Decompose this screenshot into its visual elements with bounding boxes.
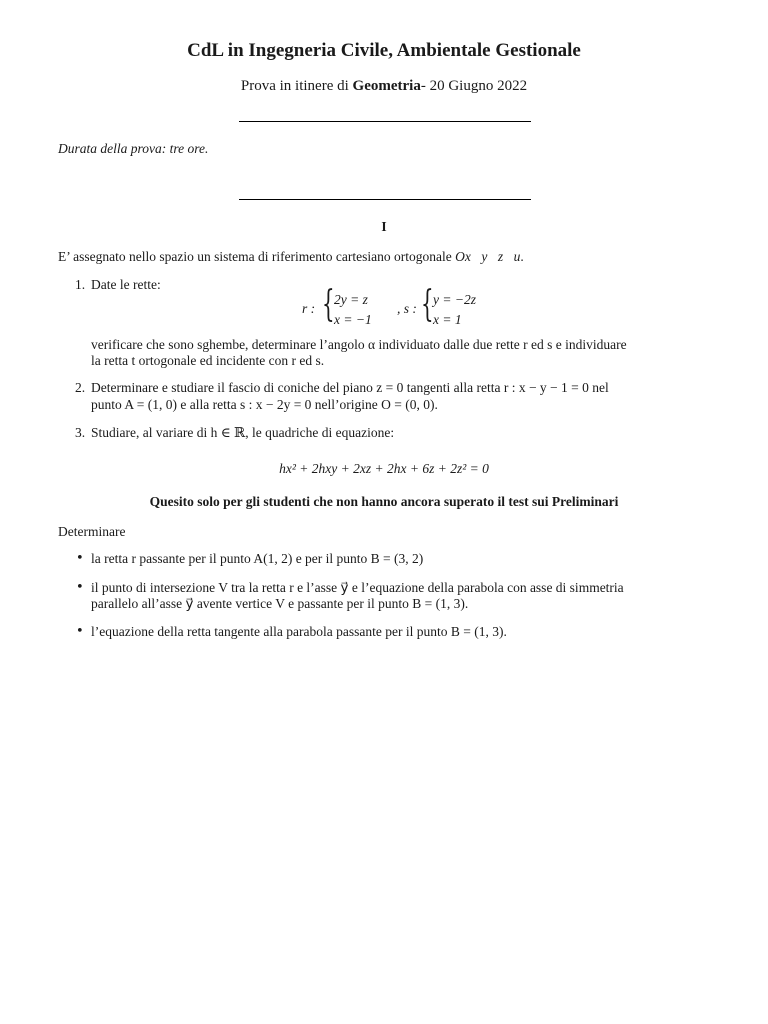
preliminari-bullet-1: la retta r passante per il punto A(1, 2) e per il punto B = (3, 2) <box>91 551 424 566</box>
intro-math: Ox⃗y⃗z⃗u <box>455 249 521 264</box>
exercise-2-number: 2. <box>75 380 86 395</box>
system-s-eq1: y = −2z <box>433 292 476 307</box>
system-r-name: r : <box>302 301 316 316</box>
system-s-brace: { <box>421 284 434 325</box>
system-s-eq2: x = 1 <box>433 312 462 327</box>
bullet-marker-3: • <box>76 624 84 639</box>
system-s-name: , s : <box>397 301 417 316</box>
bullet-marker-1: • <box>76 551 84 566</box>
subtitle-date: - 20 Giugno 2022 <box>420 78 528 94</box>
exercise-1-label: Date le rette: <box>91 277 161 292</box>
preliminari-bullet-3: l’equazione della retta tangente alla parabola passante per il punto B = (1, 3). <box>91 624 507 639</box>
exercise-1-number: 1. <box>75 277 86 292</box>
section-numeral: I <box>381 219 387 234</box>
preliminari-intro: Determinare <box>58 524 126 539</box>
header-divider-bottom <box>239 199 531 200</box>
subtitle-prefix: Prova in itinere di <box>240 78 353 94</box>
exercise-3-text: Studiare, al variare di h ∈ ℝ, le quadriche di equazione: <box>91 425 395 440</box>
exercise-1-text-line1: verificare che sono sghembe, determinare l’angolo α individuato dalle due rette r ed s e individuare <box>91 337 627 352</box>
preliminari-bullet-2-line2: parallelo all’asse y⃗ avente vertice V e passante per il punto B = (1, 3). <box>91 596 469 611</box>
system-r-eq1: 2y = z <box>334 292 368 307</box>
exercise-3-number: 3. <box>75 425 86 440</box>
preliminari-heading: Quesito solo per gli studenti che non hanno ancora superato il test sui Preliminari <box>149 494 619 509</box>
exercise-1-text-line2: la retta t ortogonale ed incidente con r ed s. <box>91 353 325 368</box>
section-intro <box>58 249 524 265</box>
system-r-brace: { <box>322 284 335 325</box>
course-title: CdL in Ingegneria Civile, Ambientale Gestionale <box>187 40 581 61</box>
header-divider-top <box>239 121 531 122</box>
preliminari-bullet-2-line1: il punto di intersezione V tra la retta r e l’asse y⃗ e l’equazione della parabola con asse di simmetria <box>91 580 624 595</box>
intro-text: E’ assegnato nello spazio un sistema di riferimento cartesiano ortogonale <box>58 249 456 264</box>
bullet-marker-2: • <box>76 580 84 595</box>
subtitle-subject: Geometria <box>352 78 421 94</box>
intro-end: . <box>520 249 524 264</box>
quadric-equation: hx² + 2hxy + 2xz + 2hx + 6z + 2z² = 0 <box>279 461 489 476</box>
exercise-2-text-line1: Determinare e studiare il fascio di coniche del piano z = 0 tangenti alla retta r : x − y − 1 = 0 nel <box>91 380 609 395</box>
system-r-eq2: x = −1 <box>334 312 372 327</box>
exam-subtitle <box>0 78 768 95</box>
exam-duration: Durata della prova: tre ore. <box>58 141 209 156</box>
exercise-2-text-line2: punto A = (1, 0) e alla retta s : x − 2y = 0 nell’origine O = (0, 0). <box>91 397 438 412</box>
